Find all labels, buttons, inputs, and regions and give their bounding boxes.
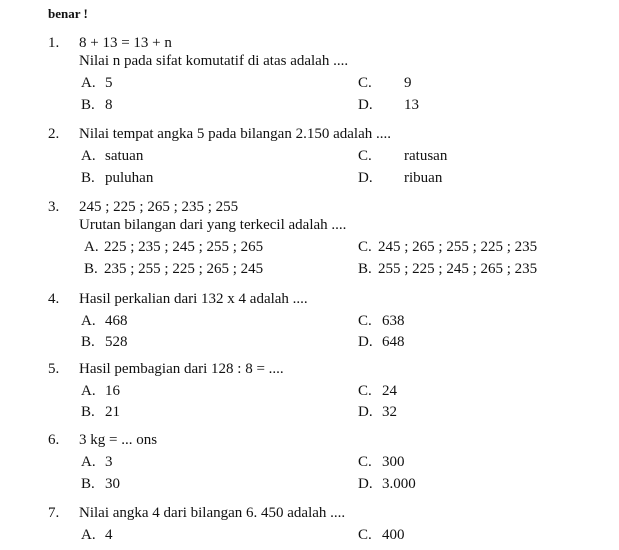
option-text: ribuan xyxy=(404,170,443,186)
option-text: 8 xyxy=(105,97,113,113)
option-b xyxy=(81,168,153,188)
question-stem: Nilai tempat angka 5 pada bilangan 2.150 adalah .... xyxy=(79,126,391,142)
option-letter: B. xyxy=(81,170,95,186)
option-b xyxy=(81,332,128,352)
question-number: 6. xyxy=(48,432,60,448)
question-prompt: Urutan bilangan dari yang terkecil adalah .... xyxy=(79,217,347,233)
option-c xyxy=(358,381,397,401)
option-b xyxy=(84,259,263,279)
option-d xyxy=(358,168,442,188)
option-letter: D. xyxy=(358,476,373,492)
option-letter: B. xyxy=(81,404,95,420)
option-text: 468 xyxy=(105,313,128,329)
option-d xyxy=(358,95,419,115)
option-text: 638 xyxy=(382,313,405,329)
option-text: 32 xyxy=(382,404,397,420)
option-letter: C. xyxy=(358,313,372,329)
question-stem: Hasil pembagian dari 128 : 8 = .... xyxy=(79,361,284,377)
question-number: 5. xyxy=(48,361,60,377)
option-d xyxy=(358,259,537,279)
question-stem: 8 + 13 = 13 + n xyxy=(79,35,172,51)
option-c xyxy=(358,237,537,257)
question-number: 2. xyxy=(48,126,60,142)
option-text: 225 ; 235 ; 245 ; 255 ; 265 xyxy=(104,239,264,255)
option-c xyxy=(358,452,405,472)
option-b xyxy=(81,95,113,115)
option-text: satuan xyxy=(105,148,144,164)
option-letter: C. xyxy=(358,383,372,399)
option-a xyxy=(84,237,263,257)
option-letter: D. xyxy=(358,97,373,113)
option-text: 21 xyxy=(105,404,120,420)
option-letter: C. xyxy=(358,148,372,164)
question-stem: 245 ; 225 ; 265 ; 235 ; 255 xyxy=(79,199,239,215)
option-letter: A. xyxy=(81,454,96,470)
option-text: 528 xyxy=(105,334,128,350)
option-letter: B. xyxy=(81,334,95,350)
option-a xyxy=(81,381,120,401)
question-stem: 3 kg = ... ons xyxy=(79,432,158,448)
option-letter: A. xyxy=(81,148,96,164)
option-a xyxy=(81,73,113,93)
option-d xyxy=(358,474,416,494)
question-number: 7. xyxy=(48,505,60,521)
option-text: 3.000 xyxy=(382,476,416,492)
option-letter: A. xyxy=(81,313,96,329)
option-b xyxy=(81,402,120,422)
option-letter: D. xyxy=(358,404,373,420)
option-text: 4 xyxy=(105,527,113,543)
option-letter: C. xyxy=(358,454,372,470)
question-stem: Nilai angka 4 dari bilangan 6. 450 adalah .... xyxy=(79,505,346,521)
question-number: 3. xyxy=(48,199,60,215)
question-stem: Hasil perkalian dari 132 x 4 adalah .... xyxy=(79,291,308,307)
option-text: ratusan xyxy=(404,148,448,164)
option-letter: D. xyxy=(358,334,373,350)
option-text: 13 xyxy=(404,97,419,113)
option-text: 24 xyxy=(382,383,397,399)
option-c xyxy=(358,525,405,545)
option-text: 245 ; 265 ; 255 ; 225 ; 235 xyxy=(378,239,538,255)
option-c xyxy=(358,73,412,93)
option-text: 235 ; 255 ; 225 ; 265 ; 245 xyxy=(104,261,264,277)
option-c xyxy=(358,311,405,331)
option-letter: A. xyxy=(81,75,96,91)
option-letter: B. xyxy=(81,97,95,113)
instruction-tail: benar ! xyxy=(48,6,88,21)
question-number: 1. xyxy=(48,35,60,51)
option-letter: A. xyxy=(81,383,96,399)
question-number: 4. xyxy=(48,291,60,307)
instruction-line-cropped xyxy=(48,0,534,8)
option-text: 5 xyxy=(105,75,113,91)
option-letter: D. xyxy=(358,170,373,186)
option-letter: A. xyxy=(84,239,99,255)
question-prompt: Nilai n pada sifat komutatif di atas adalah .... xyxy=(79,53,349,69)
option-text: 400 xyxy=(382,527,405,543)
option-letter: A. xyxy=(81,527,96,543)
option-a xyxy=(81,525,113,545)
option-b xyxy=(81,474,120,494)
option-text: 3 xyxy=(105,454,113,470)
option-text: 255 ; 225 ; 245 ; 265 ; 235 xyxy=(378,261,538,277)
option-d xyxy=(358,402,397,422)
option-text: puluhan xyxy=(105,170,154,186)
option-a xyxy=(81,146,143,166)
option-c xyxy=(358,146,447,166)
option-letter: B. xyxy=(81,476,95,492)
option-letter: B. xyxy=(84,261,98,277)
option-text: 648 xyxy=(382,334,405,350)
option-a xyxy=(81,452,113,472)
option-letter: C. xyxy=(358,239,372,255)
option-letter: C. xyxy=(358,527,372,543)
option-text: 300 xyxy=(382,454,405,470)
option-text: 30 xyxy=(105,476,120,492)
option-letter: B. xyxy=(358,261,372,277)
option-letter: C. xyxy=(358,75,372,91)
option-text: 9 xyxy=(404,75,412,91)
option-a xyxy=(81,311,128,331)
option-text: 16 xyxy=(105,383,120,399)
option-d xyxy=(358,332,405,352)
